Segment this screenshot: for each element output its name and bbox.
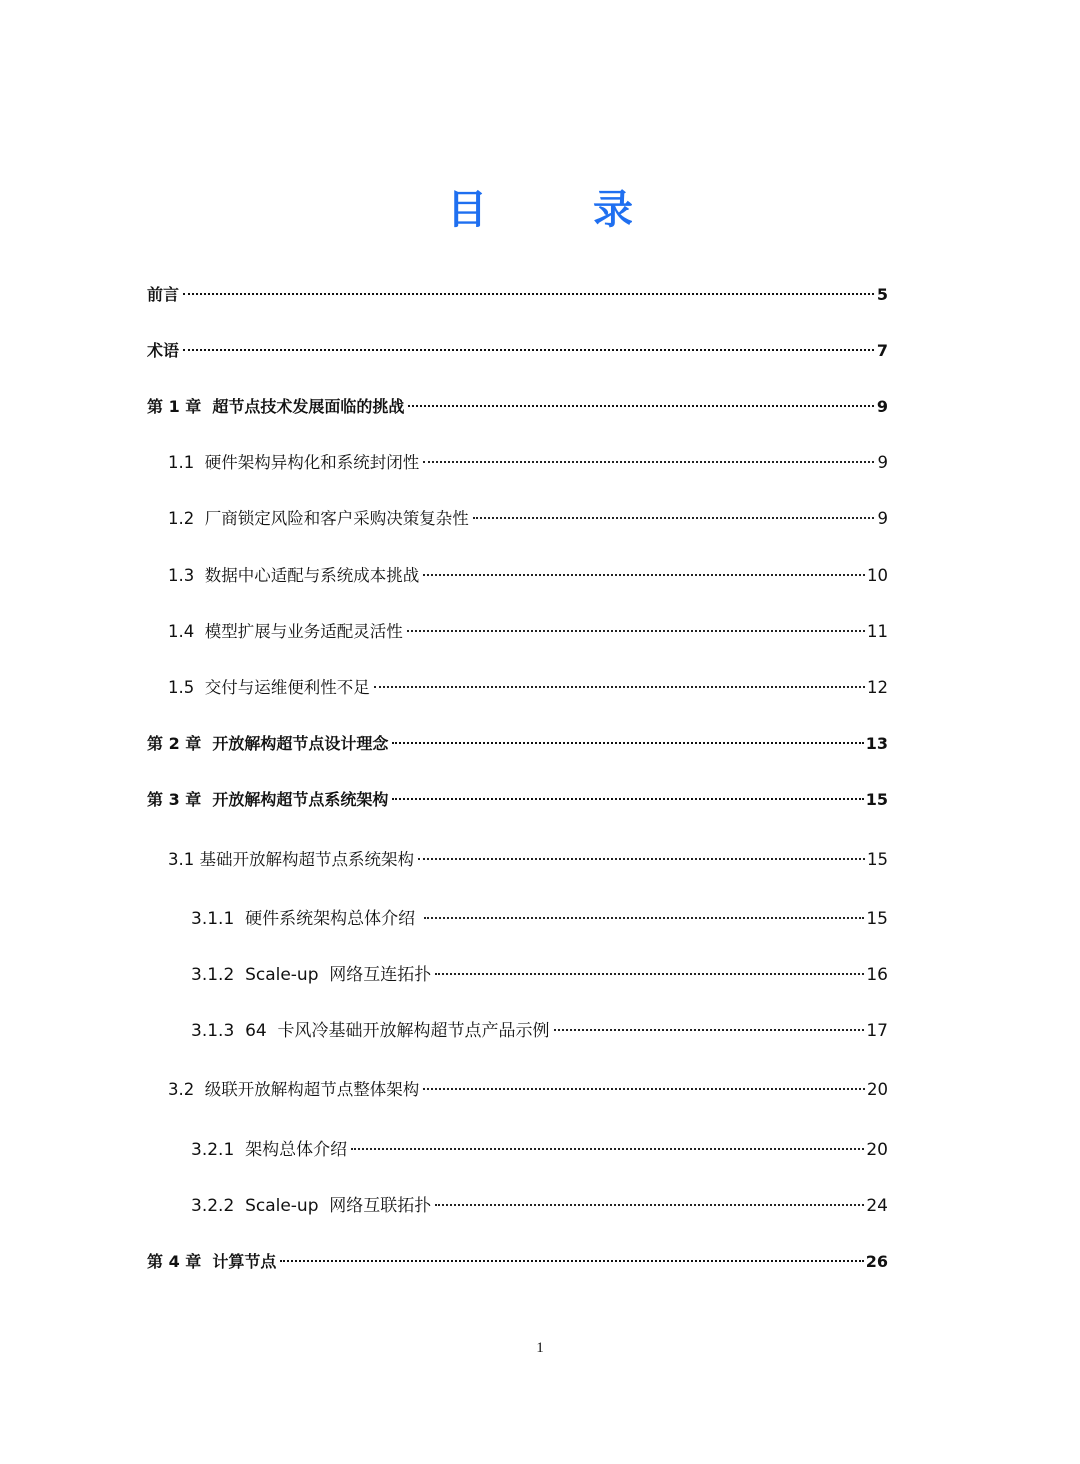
- entry-page-number: 15: [865, 790, 888, 809]
- toc-entry[interactable]: [191, 905, 888, 933]
- entry-label: 1.2 厂商锁定风险和客户采购决策复杂性: [168, 509, 469, 528]
- toc-entry[interactable]: [168, 562, 888, 590]
- dot-leader: [392, 797, 863, 800]
- dot-leader: [183, 292, 874, 295]
- toc-entry[interactable]: [168, 449, 888, 477]
- entry-page-number: 11: [867, 622, 888, 641]
- entry-label: 1.1 硬件架构异构化和系统封闭性: [168, 453, 420, 472]
- dot-leader: [183, 348, 874, 351]
- toc-entry[interactable]: [168, 618, 888, 646]
- dot-leader: [351, 1147, 864, 1150]
- toc-entry[interactable]: [147, 1248, 888, 1276]
- toc-entry[interactable]: [168, 505, 888, 533]
- toc-entry[interactable]: [147, 786, 888, 814]
- entry-label: 3.2.1 架构总体介绍: [191, 1140, 348, 1160]
- toc-entry[interactable]: [168, 674, 888, 702]
- dot-leader: [473, 516, 874, 519]
- entry-label: 1.4 模型扩展与业务适配灵活性: [168, 622, 403, 641]
- entry-page-number: 16: [866, 965, 888, 985]
- entry-label: 术语: [147, 341, 180, 360]
- entry-page-number: 17: [866, 1021, 888, 1041]
- entry-page-number: 9: [877, 453, 888, 472]
- entry-page-number: 13: [865, 734, 888, 753]
- entry-page-number: 9: [877, 509, 888, 528]
- entry-label: 第 2 章 开放解构超节点设计理念: [147, 734, 389, 753]
- toc-entry[interactable]: [191, 961, 888, 989]
- entry-page-number: 10: [867, 566, 888, 585]
- entry-label: 3.2.2 Scale-up 网络互联拓扑: [191, 1196, 432, 1216]
- dot-leader: [435, 972, 864, 975]
- entry-label: 3.1 基础开放解构超节点系统架构: [168, 850, 414, 869]
- entry-label: 3.1.3 64 卡风冷基础开放解构超节点产品示例: [191, 1021, 550, 1041]
- entry-label: 第 1 章 超节点技术发展面临的挑战: [147, 397, 405, 416]
- entry-label: 1.5 交付与运维便利性不足: [168, 678, 370, 697]
- toc-entry[interactable]: [168, 846, 888, 874]
- entry-label: 第 4 章 计算节点: [147, 1252, 277, 1271]
- dot-leader: [435, 1203, 864, 1206]
- dot-leader: [392, 741, 863, 744]
- entry-label: 3.2 级联开放解构超节点整体架构: [168, 1080, 420, 1099]
- entry-label: 第 3 章 开放解构超节点系统架构: [147, 790, 389, 809]
- entry-label: 前言: [147, 285, 180, 304]
- toc-entry[interactable]: [147, 281, 888, 309]
- dot-leader: [280, 1259, 863, 1262]
- page-number: 1: [536, 1340, 544, 1356]
- entry-page-number: 15: [867, 850, 888, 869]
- toc-entry[interactable]: [147, 730, 888, 758]
- dot-leader: [423, 573, 865, 576]
- dot-leader: [423, 460, 874, 463]
- entry-page-number: 15: [866, 909, 888, 929]
- toc-entry[interactable]: [191, 1017, 888, 1045]
- toc-entry[interactable]: [191, 1192, 888, 1220]
- dot-leader: [418, 857, 865, 860]
- toc-entry[interactable]: [147, 393, 888, 421]
- dot-leader: [374, 685, 865, 688]
- entry-page-number: 20: [866, 1140, 888, 1160]
- entry-page-number: 24: [866, 1196, 888, 1216]
- toc-entry[interactable]: [191, 1136, 888, 1164]
- dot-leader: [423, 1087, 865, 1090]
- entry-label: 3.1.2 Scale-up 网络互连拓扑: [191, 965, 432, 985]
- entry-label: 1.3 数据中心适配与系统成本挑战: [168, 566, 420, 585]
- entry-page-number: 9: [876, 397, 888, 416]
- entry-page-number: 20: [867, 1080, 888, 1099]
- entry-page-number: 26: [865, 1252, 888, 1271]
- dot-leader: [554, 1028, 865, 1031]
- dot-leader: [408, 404, 874, 407]
- entry-page-number: 12: [867, 678, 888, 697]
- dot-leader: [407, 629, 865, 632]
- entry-label: 3.1.1 硬件系统架构总体介绍: [191, 909, 421, 929]
- entry-page-number: 7: [876, 341, 888, 360]
- toc-entry[interactable]: [147, 337, 888, 365]
- dot-leader: [424, 916, 864, 919]
- toc-title: 目 录: [447, 187, 679, 233]
- toc-entry[interactable]: [168, 1076, 888, 1104]
- entry-page-number: 5: [876, 285, 888, 304]
